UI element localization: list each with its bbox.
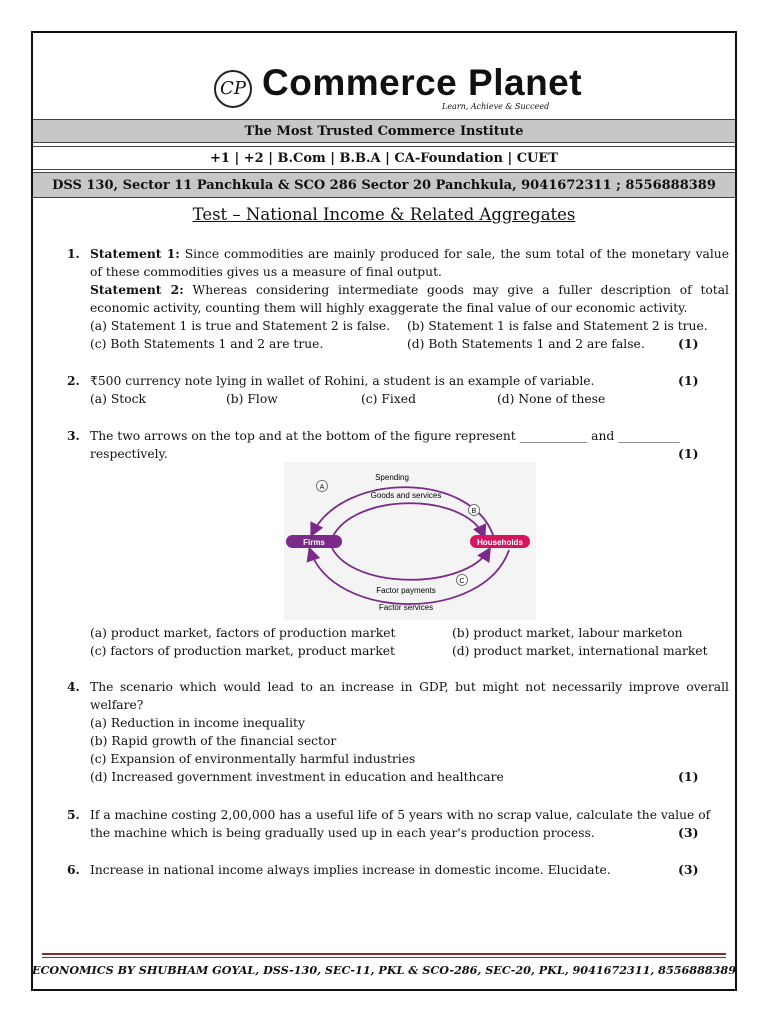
option-a: (a) product market, factors of production market <box>90 626 396 640</box>
factor-services-label: Factor services <box>378 603 434 612</box>
question-4 <box>67 678 729 786</box>
option-b: (b) product market, labour marketon <box>452 626 683 640</box>
households-label: Households <box>477 538 523 547</box>
spending-label: Spending <box>375 473 409 482</box>
option-b: (b) Rapid growth of the financial sector <box>90 734 337 748</box>
marks: (3) <box>678 825 699 840</box>
marks: (1) <box>678 769 699 784</box>
question-text: The scenario which would lead to an increase in GDP, but might not necessarily improve overall welfare? <box>90 680 729 712</box>
question-1 <box>67 245 729 353</box>
footer-rule <box>42 953 726 955</box>
question-5 <box>67 806 729 842</box>
option-a: (a) Reduction in income inequality <box>90 716 305 730</box>
statement-1-label: Statement 1: <box>90 246 180 261</box>
factor-payments-label: Factor payments <box>376 586 436 595</box>
goods-label: Goods and services <box>370 491 442 500</box>
factor-payments-arrow <box>332 548 489 580</box>
option-c: (c) Both Statements 1 and 2 are true. <box>90 337 324 351</box>
marker-b-text: B <box>471 508 477 515</box>
footer-rule-thin <box>42 957 726 958</box>
marks: (3) <box>678 862 699 877</box>
question-number: 1. <box>67 246 80 261</box>
option-a: (a) Stock <box>90 392 146 406</box>
question-number: 6. <box>67 862 80 877</box>
option-d: (d) Both Statements 1 and 2 are false. <box>407 337 645 351</box>
question-number: 4. <box>67 679 80 694</box>
option-b: (b) Statement 1 is false and Statement 2 is true. <box>407 319 708 333</box>
question-text: ₹500 currency note lying in wallet of Rohini, a student is an example of variable. <box>90 374 595 388</box>
institute-slogan: The Most Trusted Commerce Institute <box>33 119 735 143</box>
marks: (1) <box>678 446 699 461</box>
page-title: Test – National Income & Related Aggregates <box>192 205 576 224</box>
logo-mark: CP <box>214 70 252 108</box>
question-3-options <box>67 624 729 660</box>
marker-a-text: A <box>319 484 325 491</box>
option-c: (c) Fixed <box>361 392 416 406</box>
option-d: (d) product market, international market <box>452 644 708 658</box>
marks: (1) <box>678 373 699 388</box>
firms-label: Firms <box>303 538 325 547</box>
logo-tagline: Learn, Achieve & Succeed <box>442 102 550 111</box>
circular-flow-diagram <box>284 462 536 620</box>
goods-arrow <box>332 503 484 538</box>
question-text-line1: The two arrows on the top and at the bottom of the figure represent ___________ and __________ <box>90 429 680 443</box>
statement-2-text: Whereas considering intermediate goods may give a fuller description of total economic activity, counting them will highly exaggerate the final value of our economic activity. <box>90 283 729 315</box>
courses-band: +1 | +2 | B.Com | B.B.A | CA-Foundation | CUET <box>33 146 735 170</box>
question-text-line2: the machine which is being gradually used up in each year's production process. <box>90 826 595 840</box>
statement-1 <box>90 245 729 281</box>
statement-2-label: Statement 2: <box>90 282 184 297</box>
marker-c-text: C <box>459 578 465 585</box>
option-d: (d) None of these <box>497 392 606 406</box>
question-number: 3. <box>67 428 80 443</box>
marks: (1) <box>678 336 699 351</box>
logo-text: Commerce Planet <box>262 62 583 103</box>
option-b: (b) Flow <box>226 392 278 406</box>
question-number: 5. <box>67 807 80 822</box>
question-3 <box>67 427 729 463</box>
question-text-line1: If a machine costing 2,00,000 has a useful life of 5 years with no scrap value, calculate the value of <box>90 808 711 822</box>
question-6 <box>67 861 729 879</box>
option-c: (c) Expansion of environmentally harmful industries <box>90 752 416 766</box>
option-a: (a) Statement 1 is true and Statement 2 is false. <box>90 319 391 333</box>
option-d: (d) Increased government investment in education and healthcare <box>90 770 504 784</box>
question-2 <box>67 372 729 408</box>
footer-text: ECONOMICS BY SHUBHAM GOYAL, DSS-130, SEC-11, PKL & SCO-286, SEC-20, PKL, 9041672311, 8556888389 <box>32 963 736 977</box>
statement-2 <box>90 281 729 317</box>
option-c: (c) factors of production market, product market <box>90 644 395 658</box>
statement-1-text: Since commodities are mainly produced for sale, the sum total of the monetary value of these commodities gives us a measure of final output. <box>90 247 729 279</box>
address-band: DSS 130, Sector 11 Panchkula & SCO 286 Sector 20 Panchkula, 9041672311 ; 8556888389 <box>33 172 735 198</box>
question-text-line2: respectively. <box>90 447 168 461</box>
question-text: Increase in national income always implies increase in domestic income. Elucidate. <box>90 863 611 877</box>
question-number: 2. <box>67 373 80 388</box>
